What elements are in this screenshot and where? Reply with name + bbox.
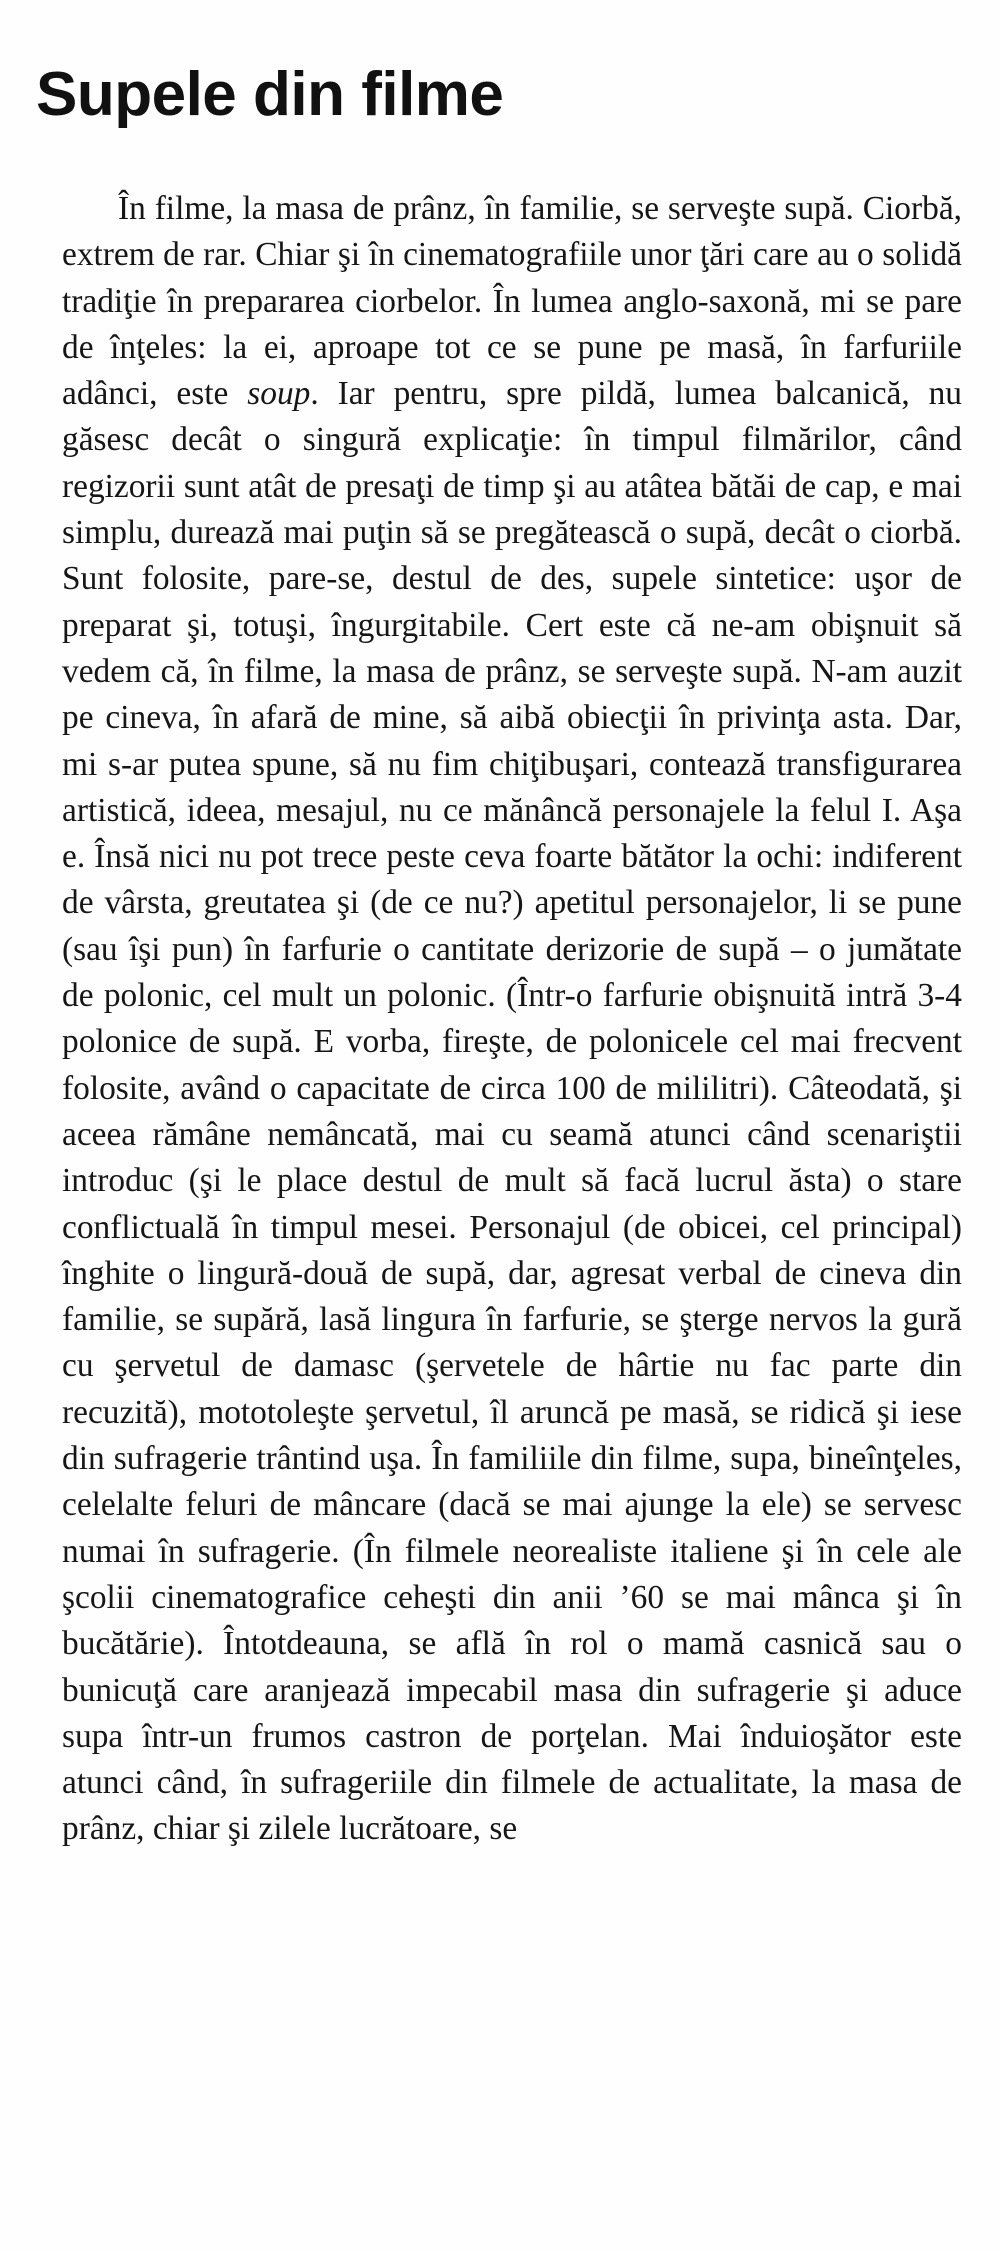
italic-word-soup: soup — [247, 375, 311, 413]
article-paragraph — [62, 186, 962, 1853]
article-body — [62, 186, 962, 1853]
paragraph-text-start: În filme, la masa de prânz, în familie, se serveşte supă. Ciorbă, extrem de rar. Chiar şi în cinematografiile unor ţări care au o solidă tradiţie în prepararea ciorbelor. În lumea anglo-saxonă, mi se pare de înţeles: la ei, aproape tot ce se pune pe masă, în farfuriile adânci, este — [62, 190, 962, 413]
article-title: Supele din filme — [36, 60, 504, 129]
paragraph-text-rest: . Iar pentru, spre pildă, lumea balcanică, nu găsesc decât o singură explicaţie: în timpul filmărilor, când regizorii sunt atât de presaţi de timp şi au atâtea bătăi de cap, e mai simplu, durează mai puţin să se pregătească o supă, decât o ciorbă. Sunt folosite, pare-se, destul de des, supele sintetice: uşor de preparat şi, totuşi, îngurgitabile. Cert este că ne-am obişnuit să vedem că, în filme, la masa de prânz, se serveşte supă. N-am auzit pe cineva, în afară de mine, să aibă obiecţii în privinţa asta. Dar, mi s-ar putea spune, să nu fim chiţibuşari, contează transfigurarea artistică, ideea, mesajul, nu ce mănâncă personajele la felul I. Aşa e. Însă nici nu pot trece peste ceva foarte bătător la ochi: indiferent de vârsta, greutatea şi (de ce nu?) apetitul personajelor, li se pune (sau îşi pun) în farfurie o cantitate derizorie de supă – o jumătate de polonic, cel mult un polonic. (Într-o farfurie obişnuită intră 3-4 polonice de supă. E vorba, fireşte, de polonicele cel mai frecvent folosite, având o capacitate de circa 100 de mililitri). Câteodată, şi aceea rămâne nemâncată, mai cu seamă atunci când scenariştii introduc (şi le place destul de mult să facă lucrul ăsta) o stare conflictuală în timpul mesei. Personajul (de obicei, cel principal) înghite o lingură-două de supă, dar, agresat verbal de cineva din familie, se supără, lasă lingura în farfurie, se şterge nervos la gură cu şervetul de damasc (şervetele de hârtie nu fac parte din recuzită), mototoleşte şervetul, îl aruncă pe masă, se ridică şi iese din sufragerie trântind uşa. În familiile din filme, supa, bineînţeles, celelalte feluri de mâncare (dacă se mai ajunge la ele) se servesc numai în sufragerie. (În filmele neorealiste italiene şi în cele ale şcolii cinematografice ceheşti din anii ’60 se mai mânca şi în bucătărie). Întotdeauna, se află în rol o mamă casnică sau o bunicuţă care aranjează impecabil masa din sufragerie şi aduce supa într-un frumos castron de porţelan. Mai înduioşător este atunci când, în sufrageriile din filmele de actualitate, la masa de prânz, chiar şi zilele lucrătoare, se — [62, 375, 962, 1848]
